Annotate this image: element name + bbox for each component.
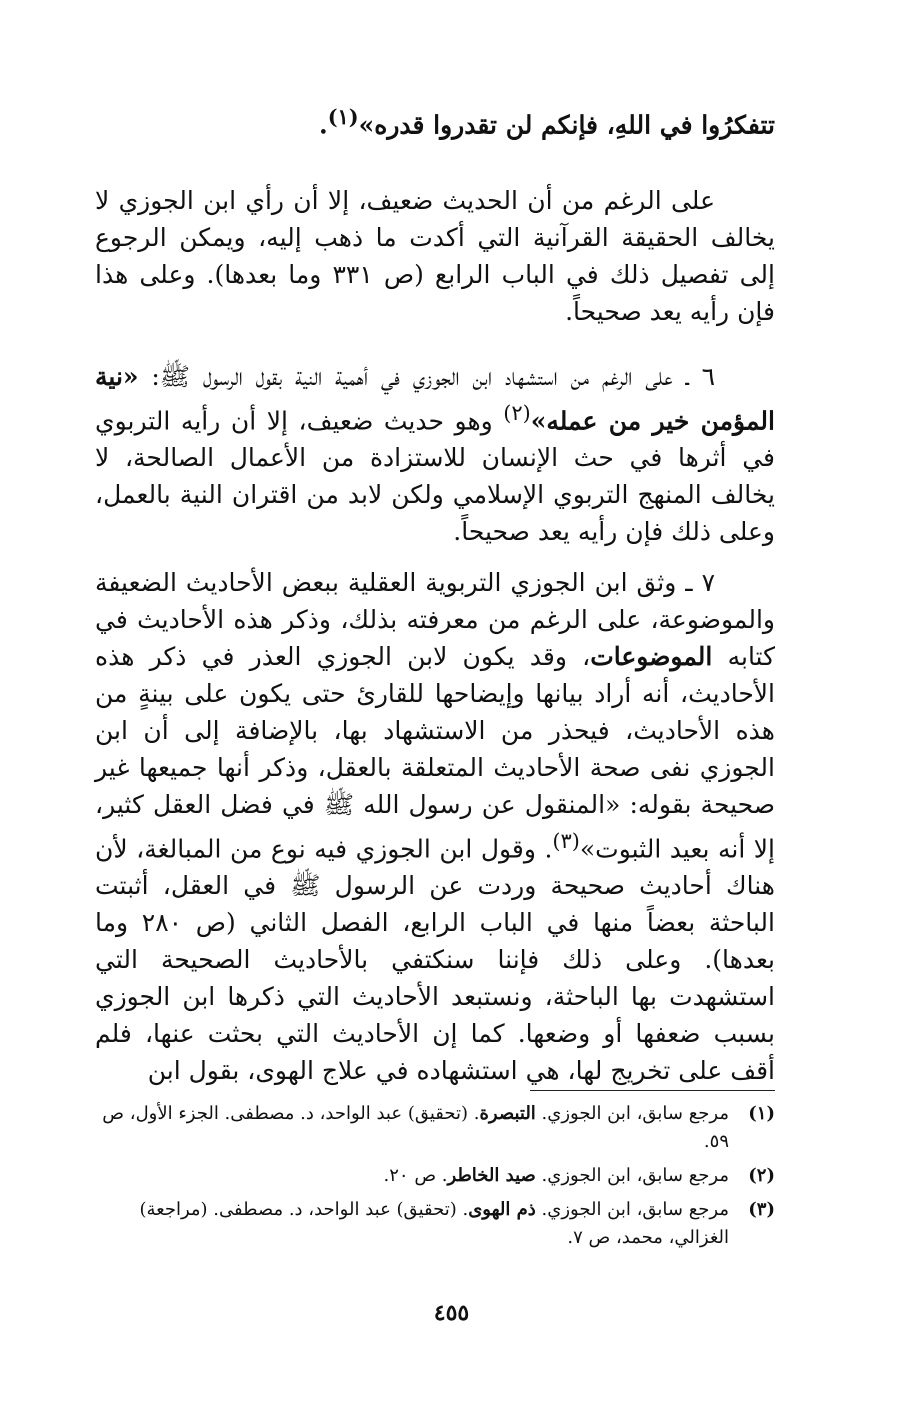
footnote-book-title: صيد الخاطر xyxy=(447,1165,536,1186)
footnotes xyxy=(95,1100,775,1258)
paragraph-3-part-1: ٧ ـ وثق ابن الجوزي التربوية العقلية ببعض الأحاديث الضعيفة والموضوعة، على الرغم من معرفته بذلك، وذكر هذه الأحاديث في كتابه xyxy=(95,568,776,671)
footnote-divider xyxy=(530,1090,775,1091)
page-number: ٤٥٥ xyxy=(433,1300,470,1326)
footnote-3 xyxy=(95,1196,775,1252)
footnote-book-title: ذم الهوى xyxy=(468,1199,536,1220)
continued-quote-line xyxy=(95,98,775,143)
quote-end: . xyxy=(318,110,328,140)
footnote-source: مرجع سابق، ابن الجوزي. xyxy=(535,1165,729,1186)
footnote-details: . (تحقيق) عبد الواحد، د. مصطفى. الجزء الأول، ص ٥٩. xyxy=(102,1103,729,1152)
footnote-source: مرجع سابق، ابن الجوزي. xyxy=(535,1199,729,1220)
paragraph-3 xyxy=(95,564,775,1089)
paragraph-2-part-1: ٦ ـ على الرغم من استشهاد ابن الجوزي في أهمية النية بقول الرسول ﷺ: xyxy=(138,362,715,391)
footnote-ref-1: (١) xyxy=(327,104,359,129)
paragraph-2 xyxy=(95,358,775,550)
paragraph-3-part-3: . وقول ابن الجوزي فيه نوع من المبالغة، لأن هناك أحاديث صحيحة وردت عن الرسول ﷺ في العقل، أثبتت الباحثة بعضاً منها في الباب الرابع، الفصل الثاني (ص ٢٨٠ وما بعدها). وعلى ذلك فإننا سنكتفي بالأحاديث الصحيحة التي استشهدت بها الباحثة، ونستبعد الأحاديث التي ذكرها ابن الجوزي بسبب ضعفها أو وضعها. كما إن الأحاديث التي بحثت عنها، فلم أقف على تخريج لها، هي استشهاده في علاج الهوى، بقول ابن xyxy=(95,834,775,1086)
footnote-1 xyxy=(95,1100,775,1156)
footnote-text xyxy=(95,1162,729,1190)
paragraph-3-part-2: ، وقد يكون لابن الجوزي العذر في ذكر هذه الأحاديث، أنه أراد بيانها وإيضاحها للقارئ حتى يكون على بينةٍ من هذه الأحاديث، فيحذر من الاستشهاد بها، بالإضافة إلى أن ابن الجوزي نفى صحة الأحاديث المتعلقة بالعقل، وذكر أنها جميعها غير صحيحة بقوله: «المنقول عن رسول الله ﷺ في فضل العقل كثير، إلا أنه بعيد الثبوت» xyxy=(95,642,776,864)
footnote-2 xyxy=(95,1162,775,1190)
footnote-number: (٣) xyxy=(748,1199,775,1220)
footnote-number: (١) xyxy=(748,1103,775,1124)
footnote-ref-3: (٣) xyxy=(552,829,580,853)
footnote-details: . (تحقيق) عبد الواحد، د. مصطفى. (مراجعة) الغزالي، محمد، ص ٧. xyxy=(139,1199,729,1248)
quote-text: تتفكرُوا في اللهِ، فإنكم لن تقدروا قدره» xyxy=(358,110,775,140)
paragraph-1: على الرغم من أن الحديث ضعيف، إلا أن رأي ابن الجوزي لا يخالف الحقيقة القرآنية التي أكدت ما ذهب إليه، ويمكن الرجوع إلى تفصيل ذلك في الباب الرابع (ص ٣٣١ وما بعدها). وعلى هذا فإن رأيه يعد صحيحاً. xyxy=(95,186,775,326)
footnote-text xyxy=(95,1100,729,1156)
footnote-ref-2: (٢) xyxy=(503,401,531,425)
footnote-number: (٢) xyxy=(748,1165,775,1186)
footnote-book-title: التبصرة xyxy=(479,1103,536,1124)
hadith-quote: «نية المؤمن خير من عمله» xyxy=(95,362,775,436)
footnote-source: مرجع سابق، ابن الجوزي. xyxy=(535,1103,729,1124)
paragraph-2-part-2: وهو حديث ضعيف، إلا أن رأيه التربوي في أثرها في حث الإنسان للاستزادة من الأعمال الصالحة، لا يخالف المنهج التربوي الإسلامي ولكن لابد من اقتران النية بالعمل، وعلى ذلك فإن رأيه يعد صحيحاً. xyxy=(95,406,775,547)
footnote-text xyxy=(95,1196,729,1252)
book-title-mawduat: الموضوعات xyxy=(590,642,713,671)
footnote-details: . ص ٢٠. xyxy=(383,1165,448,1186)
